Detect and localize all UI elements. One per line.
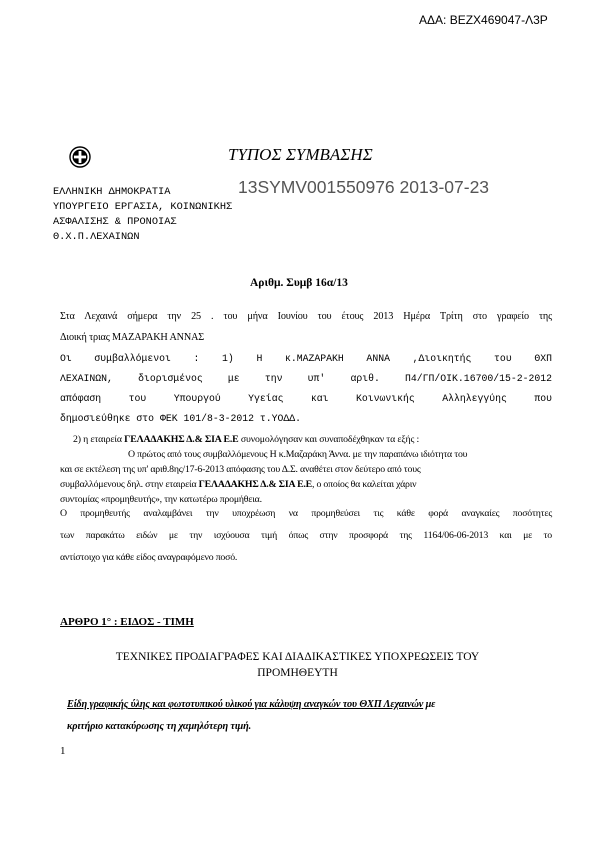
body-line: Ο προμηθευτής αναλαμβάνει την υποχρέωση να προμηθεύσει τις κάθε φορά αναγκαίες ποσότητες bbox=[60, 508, 552, 519]
sender-block bbox=[53, 185, 232, 245]
sender-line: Θ.Χ.Π.ΛΕΧΑΙΝΩΝ bbox=[53, 231, 140, 243]
body-text: συμβαλλόμενους δηλ. στην εταιρεία bbox=[60, 479, 197, 490]
body-line bbox=[60, 479, 416, 490]
body-text: 2) η εταιρεία bbox=[73, 434, 122, 445]
body-line: και σε εκτέλεση της υπ' αριθ.8ης/17-6-2013 απόφασης του Δ.Σ. αναθέτει στον δεύτερο από τους bbox=[60, 464, 421, 475]
company-name: ΓΕΛΑΔΑΚΗΣ Δ.& ΣΙΑ Ε.Ε bbox=[198, 479, 312, 490]
body-line: Ο πρώτος από τους συμβαλλόμενους Η κ.Μαζαράκη Άννα. με την παραπάνω ιδιότητα του bbox=[128, 449, 468, 460]
body-line: Διοική τριας ΜΑΖΑΡΑΚΗ ΑΝΝΑΣ bbox=[60, 332, 205, 343]
body-line: ΛΕΧΑΙΝΩΝ, διορισμένος με την υπ' αριθ. Π4/ΓΠ/ΟΙΚ.16700/15-2-2012 bbox=[60, 373, 552, 384]
article-title: ΠΡΟΜΗΘΕΥΤΗ bbox=[257, 667, 338, 679]
page-number: 1 bbox=[60, 745, 66, 757]
body-text: συνομολόγησαν και συναποδέχθηκαν τα εξής : bbox=[240, 434, 420, 445]
body-line: συντομίας «προμηθευτής», την κατωτέρω προμήθεια. bbox=[60, 494, 262, 505]
ada-code: ΑΔΑ: ΒΕΖΧ469047-Λ3Ρ bbox=[419, 13, 548, 27]
items-description-tail: με bbox=[423, 699, 436, 710]
sender-line: ΥΠΟΥΡΓΕΙΟ ΕΡΓΑΣΙΑ, ΚΟΙΝΩΝΙΚΗΣ bbox=[53, 201, 233, 213]
body-line bbox=[73, 434, 419, 445]
body-line: αντίστοιχο για κάθε είδος αναγραφόμενο ποσό. bbox=[60, 552, 238, 563]
article-heading: ΑΡΘΡΟ 1° : ΕΙΔΟΣ - ΤΙΜΗ bbox=[60, 616, 194, 628]
body-line: Οι συμβαλλόμενοι : 1) Η κ.ΜΑΖΑΡΑΚΗ ΑΝΝΑ ,Διοικητής του ΘΧΠ bbox=[60, 353, 552, 364]
body-line: των παρακάτω ειδών με την ισχύουσα τιμή όπως στην προσφορά της 1164/06-06-2013 και με το bbox=[60, 530, 552, 541]
registry-number: 13SYMV001550976 2013-07-23 bbox=[238, 177, 490, 197]
company-name: ΓΕΛΑΔΑΚΗΣ Δ.& ΣΙΑ Ε.Ε bbox=[124, 434, 239, 445]
greek-coat-of-arms-icon bbox=[69, 146, 91, 168]
items-description-underlined: Είδη γραφικής ύλης και φωτοτυπικού υλικού για κάλυψη αναγκών του ΘΧΠ Λεχαινών bbox=[67, 699, 424, 710]
sender-line: ΕΛΛΗΝΙΚΗ ΔΗΜΟΚΡΑΤΙΑ bbox=[53, 186, 171, 198]
items-description bbox=[67, 699, 435, 710]
article-title: ΤΕΧΝΙΚΕΣ ΠΡΟΔΙΑΓΡΑΦΕΣ ΚΑΙ ΔΙΑΔΙΚΑΣΤΙΚΕΣ ΥΠΟΧΡΕΩΣΕΙΣ ΤΟΥ bbox=[115, 651, 480, 663]
sender-line: ΑΣΦΑΛΙΣΗΣ & ΠΡΟΝΟΙΑΣ bbox=[53, 216, 177, 228]
body-line: Στα Λεχαινά σήμερα την 25 . του μήνα Ιουνίου του έτους 2013 Ημέρα Τρίτη στο γραφείο της bbox=[60, 311, 552, 322]
contract-number: Αριθμ. Συμβ 16α/13 bbox=[250, 277, 348, 289]
body-line: απόφαση του Υπουργού Υγείας και Κοινωνικής Αλληλεγγύης που bbox=[60, 393, 552, 404]
doc-type-title: ΤΥΠΟΣ ΣΥΜΒΑΣΗΣ bbox=[228, 145, 373, 164]
body-text: , ο οποίος θα καλείται χάριν bbox=[311, 479, 417, 490]
body-line: δημοσιεύθηκε στο ΦΕΚ 101/8-3-2012 τ.ΥΟΔΔ. bbox=[60, 413, 302, 424]
items-description: κριτήριο κατακύρωσης τη χαμηλότερη τιμή. bbox=[67, 721, 252, 732]
